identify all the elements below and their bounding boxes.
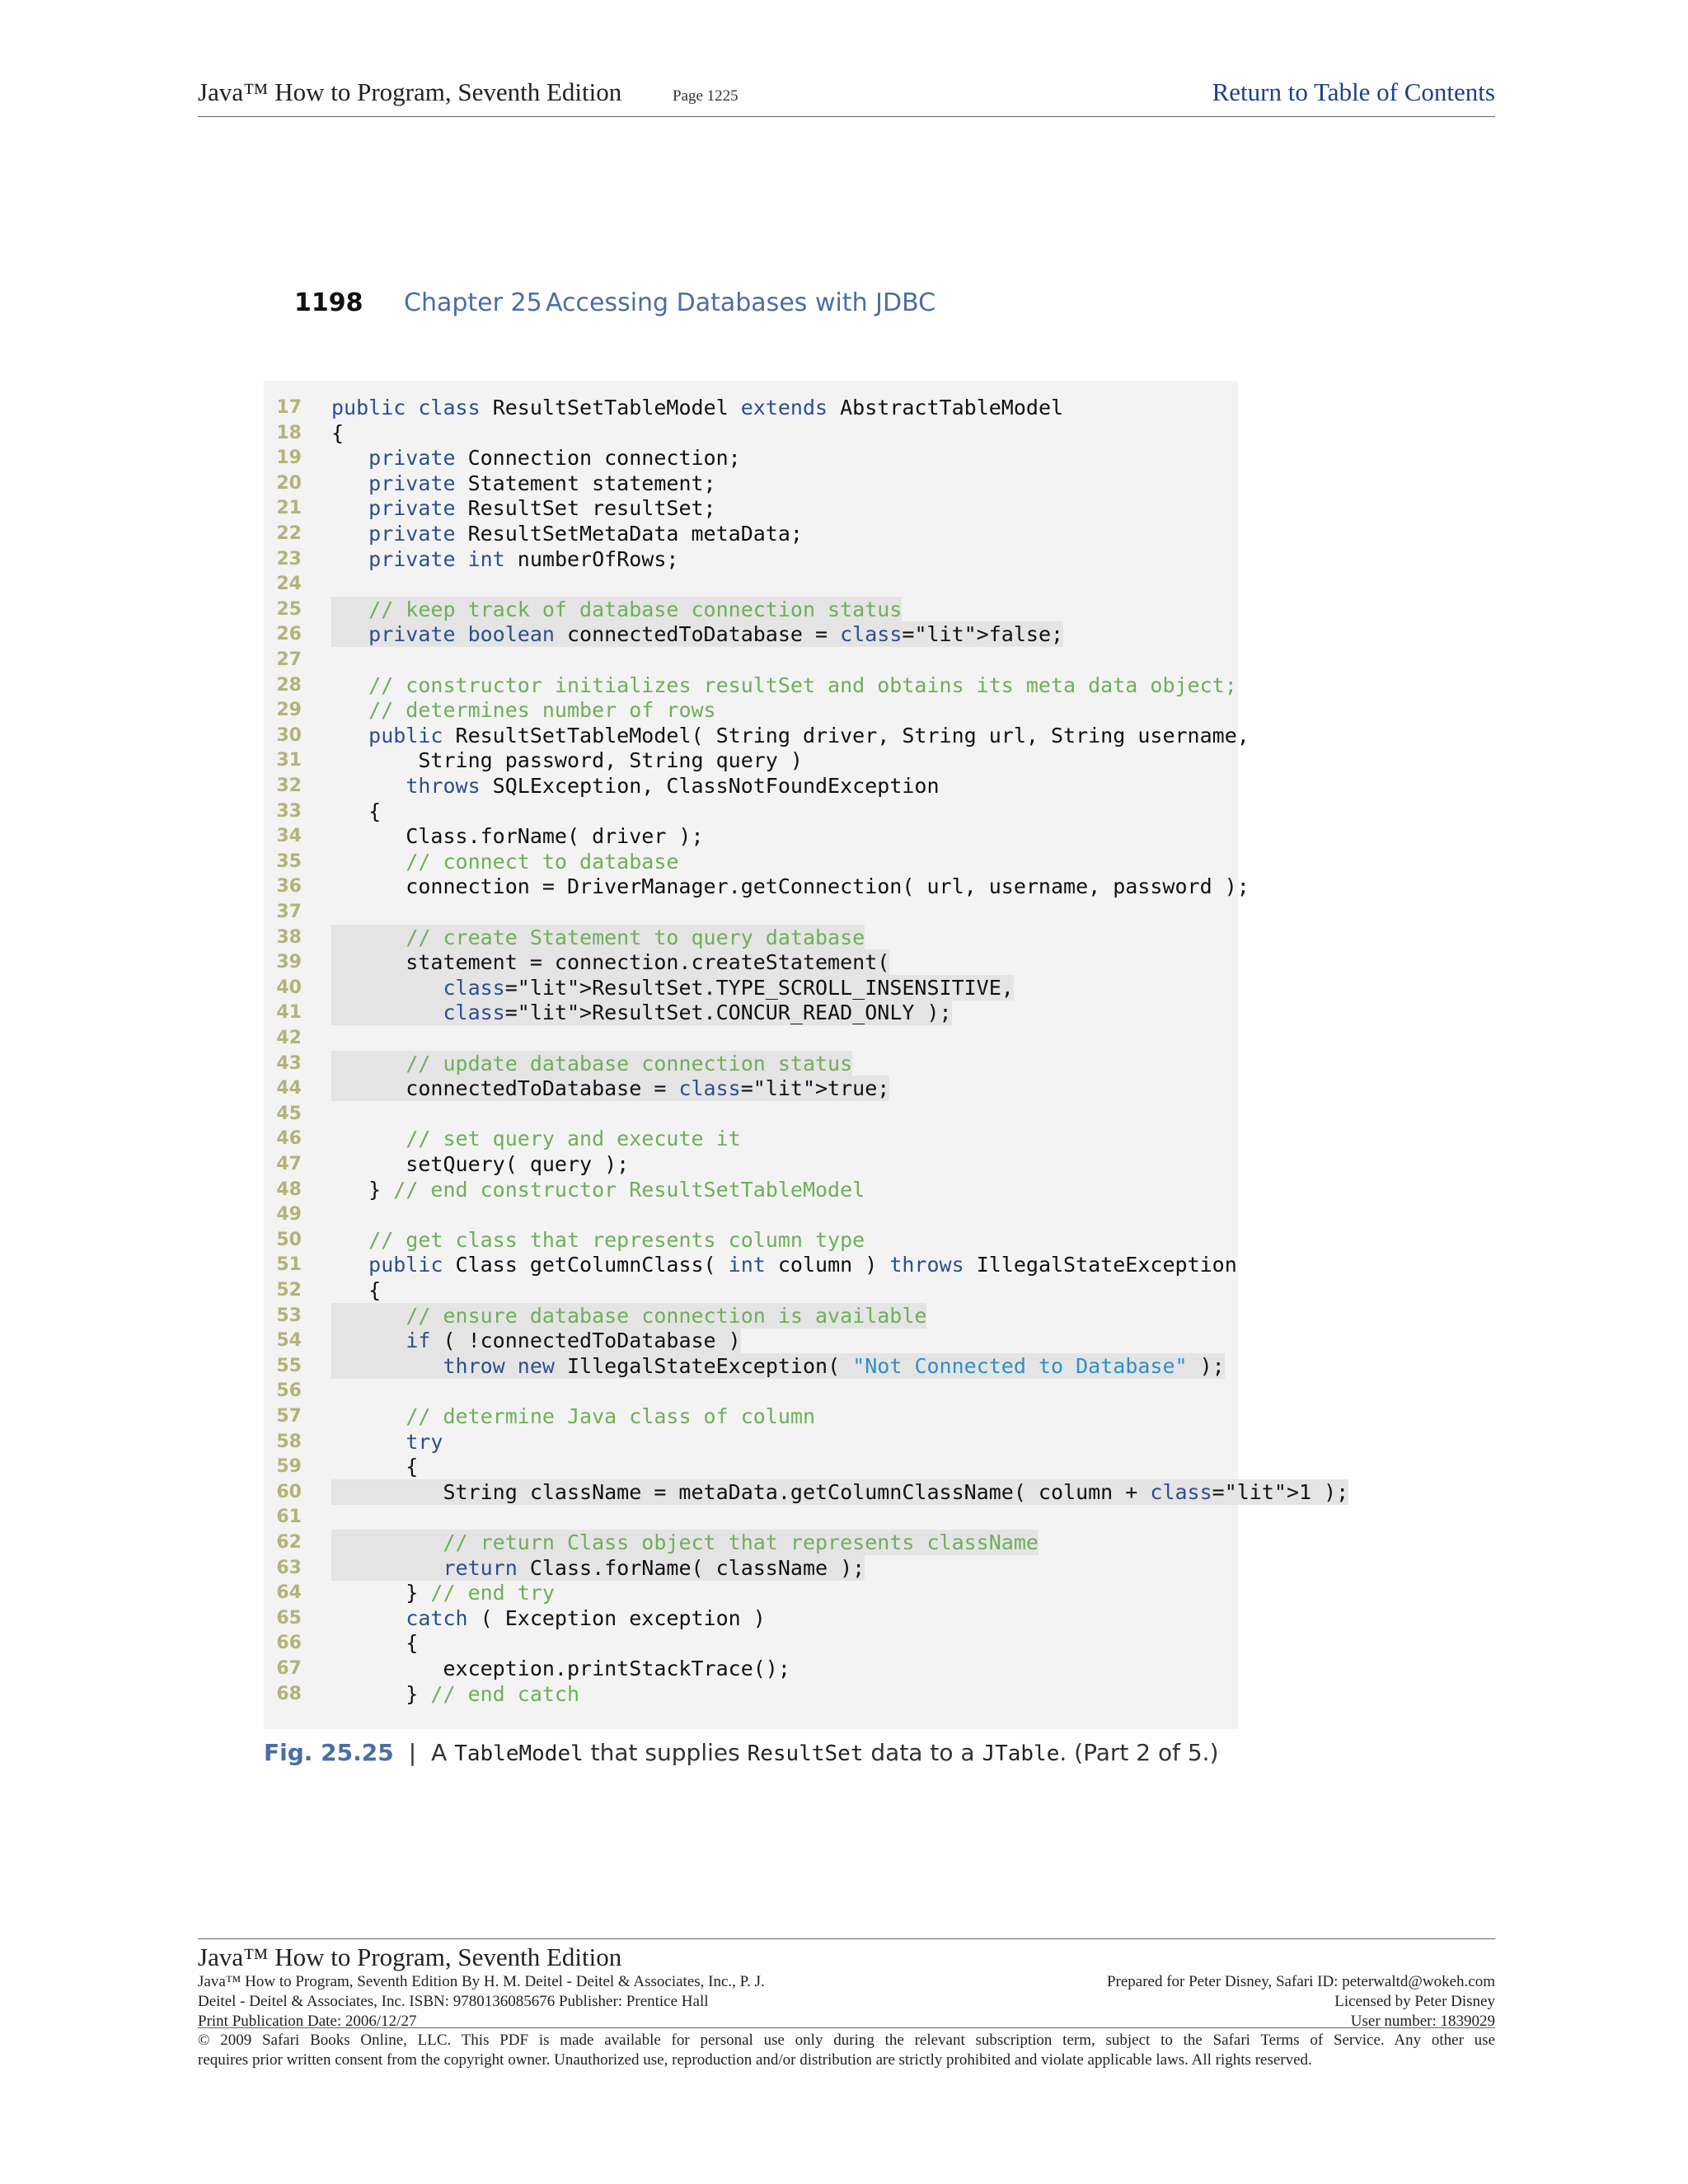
- code-text: class="lit">ResultSet.TYPE_SCROLL_INSENSITIVE,: [331, 975, 1014, 1001]
- line-number: 50: [276, 1229, 302, 1250]
- code-line: [264, 925, 1238, 950]
- line-number: 65: [276, 1607, 302, 1629]
- code-line: [264, 1227, 1238, 1253]
- line-number: 21: [276, 498, 302, 519]
- code-line: [264, 471, 1238, 496]
- code-text: // return Class object that represents className: [331, 1530, 1039, 1555]
- code-line: [264, 1555, 1238, 1581]
- line-number: 52: [276, 1280, 302, 1301]
- copyright-notice: requires prior written consent from the copyright owner. Unauthorized use, reproduction and/or distribution are strictly prohibited and violate applicable laws. All rights reserved.: [198, 2051, 1312, 2069]
- code-text: public class ResultSetTableModel extends AbstractTableModel: [331, 396, 1064, 419]
- code-text: {: [331, 420, 345, 445]
- chapter-label: Chapter 25: [404, 288, 542, 317]
- code-line: [264, 748, 1238, 773]
- line-number: 51: [276, 1254, 302, 1276]
- line-number: 43: [276, 1052, 302, 1074]
- code-line: [264, 1025, 1238, 1051]
- line-number: 47: [276, 1154, 302, 1174]
- code-text: } // end constructor ResultSetTableModel: [331, 1177, 865, 1202]
- code-line: [264, 673, 1238, 698]
- code-text: class="lit">ResultSet.CONCUR_READ_ONLY );: [331, 1000, 952, 1025]
- code-line: [264, 521, 1238, 546]
- page-indicator: Page 1225: [673, 87, 738, 105]
- line-number: 55: [276, 1355, 302, 1376]
- line-number: 49: [276, 1204, 302, 1226]
- code-text: Class.forName( driver );: [331, 824, 704, 849]
- code-text: } // end try: [331, 1581, 555, 1605]
- line-number: 38: [276, 926, 302, 948]
- line-number: 45: [276, 1103, 302, 1124]
- code-text: statement = connection.createStatement(: [331, 950, 890, 975]
- line-number: 48: [276, 1179, 302, 1200]
- code-text: {: [331, 1631, 419, 1656]
- code-line: [264, 1504, 1238, 1530]
- code-line: [264, 949, 1238, 975]
- chapter-title: Accessing Databases with JDBC: [546, 288, 936, 317]
- code-text: // ensure database connection is available: [331, 1303, 926, 1329]
- code-text: private ResultSetMetaData metaData;: [368, 522, 803, 546]
- line-number: 56: [276, 1380, 302, 1402]
- code-line: [264, 647, 1238, 673]
- code-line: [264, 1177, 1238, 1202]
- line-number: 42: [276, 1028, 302, 1048]
- code-line: [264, 1000, 1238, 1025]
- line-number: 35: [276, 851, 302, 872]
- line-number: 17: [276, 397, 302, 418]
- code-text: if ( !connectedToDatabase ): [331, 1328, 741, 1353]
- code-listing: [264, 381, 1349, 1729]
- code-line: [264, 1479, 1349, 1505]
- line-number: 18: [276, 422, 302, 443]
- code-line: [264, 546, 1238, 572]
- line-number: 46: [276, 1128, 302, 1150]
- code-line: [264, 1656, 1238, 1681]
- footer-licensed-by: Licensed by Peter Disney: [1334, 1993, 1495, 2010]
- code-text: String className = metaData.getColumnClassName( column + class="lit">1 );: [331, 1479, 1349, 1504]
- code-line: [264, 1454, 1238, 1479]
- copyright-notice: © 2009 Safari Books Online, LLC. This PDF is made available for personal use only during the relevant subscription term, subject to the Safari Terms of Service. Any other use: [198, 2032, 1495, 2049]
- code-line: [264, 823, 1238, 849]
- footer-divider: [198, 2027, 1495, 2028]
- code-text: private Statement statement;: [368, 471, 716, 495]
- code-text: {: [331, 799, 382, 823]
- code-text: throw new IllegalStateException( "Not Connected to Database" );: [331, 1353, 1225, 1379]
- code-line: [264, 1429, 1238, 1455]
- caption-text: A: [431, 1739, 448, 1766]
- code-line: [264, 899, 1238, 925]
- code-line: [264, 874, 1250, 899]
- code-line: [264, 1051, 1238, 1076]
- document-title: Java™ How to Program, Seventh Edition: [198, 77, 622, 106]
- code-text: setQuery( query );: [331, 1152, 630, 1176]
- code-line: [264, 1404, 1238, 1429]
- code-line: [264, 1202, 1238, 1227]
- code-text: // create Statement to query database: [331, 925, 865, 950]
- caption-text: that supplies: [590, 1739, 740, 1766]
- code-text: {: [331, 1278, 382, 1302]
- code-text: // constructor initializes resultSet and obtains its meta data object;: [368, 673, 1237, 697]
- code-text: // set query and execute it: [406, 1127, 741, 1151]
- line-number: 33: [276, 800, 302, 822]
- code-text: private boolean connectedToDatabase = class="lit">false;: [331, 621, 1063, 647]
- line-number: 31: [276, 750, 302, 771]
- line-number: 60: [276, 1481, 302, 1502]
- code-text: // keep track of database connection status: [331, 597, 902, 622]
- caption-separator: |: [408, 1739, 417, 1766]
- code-line: [264, 395, 1238, 420]
- code-text: private int numberOfRows;: [368, 546, 679, 571]
- code-text: // determines number of rows: [368, 698, 716, 723]
- code-line: [264, 1353, 1238, 1379]
- code-text: // get class that represents column type: [368, 1227, 865, 1252]
- code-line: [264, 1101, 1238, 1127]
- footer-title: Java™ How to Program, Seventh Edition: [198, 1943, 622, 1971]
- line-number: 37: [276, 902, 302, 922]
- code-line: [264, 1303, 1238, 1329]
- footer-user-number: User number: 1839029: [1350, 2013, 1495, 2030]
- line-number: 44: [276, 1078, 302, 1099]
- line-number: 29: [276, 700, 302, 721]
- caption-text: data to a: [870, 1739, 975, 1766]
- code-line: [264, 1151, 1238, 1177]
- line-number: 68: [276, 1683, 302, 1704]
- caption-code-term: TableModel: [454, 1741, 584, 1766]
- footer-isbn-info: Deitel - Deitel & Associates, Inc. ISBN: 9780136085676 Publisher: Prentice Hall: [198, 1993, 709, 2010]
- code-text: String password, String query ): [331, 748, 803, 773]
- code-line: [264, 773, 1238, 799]
- code-text: // determine Java class of column: [406, 1404, 816, 1428]
- code-text: // update database connection status: [331, 1051, 852, 1076]
- line-number: 26: [276, 624, 302, 645]
- code-line: [264, 1252, 1238, 1277]
- line-number: 66: [276, 1633, 302, 1654]
- line-number: 20: [276, 472, 302, 494]
- code-line: [264, 1378, 1238, 1404]
- line-number: 27: [276, 649, 302, 670]
- caption-code-term: JTable: [982, 1741, 1060, 1766]
- line-number: 41: [276, 1002, 302, 1024]
- line-number: 32: [276, 776, 302, 796]
- code-line: [264, 1126, 1238, 1151]
- code-line: [264, 849, 1238, 874]
- footer-prepared-for: Prepared for Peter Disney, Safari ID: peterwaltd@wokeh.com: [1106, 1973, 1495, 1990]
- code-line: [264, 420, 1238, 446]
- code-line: [264, 1328, 1238, 1353]
- line-number: 62: [276, 1532, 302, 1553]
- code-line: [264, 723, 1250, 748]
- line-number: 53: [276, 1305, 302, 1326]
- header-divider: [198, 116, 1495, 117]
- code-line: [264, 697, 1238, 723]
- code-line: [264, 445, 1238, 471]
- code-line: [264, 597, 1238, 622]
- book-page-number: 1198: [294, 288, 363, 317]
- code-text: private ResultSet resultSet;: [368, 496, 716, 521]
- code-text: catch ( Exception exception ): [406, 1605, 766, 1630]
- figure-label: Fig. 25.25: [264, 1739, 394, 1766]
- line-number: 25: [276, 598, 302, 620]
- code-line: [264, 571, 1238, 597]
- code-text: private Connection connection;: [368, 446, 741, 471]
- footer-divider: [198, 1938, 1495, 1939]
- code-line: [264, 1277, 1238, 1303]
- line-number: 63: [276, 1557, 302, 1578]
- line-number: 58: [276, 1431, 302, 1452]
- figure-caption: [264, 1739, 1219, 1766]
- line-number: 23: [276, 548, 302, 569]
- line-number: 30: [276, 724, 302, 746]
- line-number: 57: [276, 1406, 302, 1427]
- code-line: [264, 975, 1238, 1001]
- line-number: 22: [276, 523, 302, 544]
- code-text: {: [331, 1455, 419, 1479]
- code-text: exception.printStackTrace();: [331, 1657, 790, 1680]
- footer-book-info: Java™ How to Program, Seventh Edition By H. M. Deitel - Deitel & Associates, Inc., P. J.: [198, 1973, 765, 1990]
- line-number: 64: [276, 1582, 302, 1604]
- line-number: 39: [276, 952, 302, 973]
- code-line: [264, 1681, 1238, 1707]
- code-line: [264, 1530, 1238, 1555]
- code-line: [264, 799, 1238, 824]
- code-text: try: [406, 1429, 443, 1454]
- return-to-toc-link[interactable]: Return to Table of Contents: [1212, 77, 1495, 106]
- code-line: [264, 1605, 1238, 1631]
- code-text: connectedToDatabase = class="lit">true;: [331, 1076, 890, 1101]
- code-line: [264, 1076, 1238, 1101]
- line-number: 61: [276, 1507, 302, 1528]
- code-line: [264, 1630, 1238, 1656]
- code-text: public ResultSetTableModel( String driver, String url, String username,: [368, 723, 1250, 748]
- caption-text: . (Part 2 of 5.): [1059, 1739, 1219, 1766]
- code-text: // connect to database: [406, 849, 679, 874]
- code-text: return Class.forName( className );: [331, 1555, 865, 1581]
- code-line: [264, 1580, 1238, 1605]
- line-number: 24: [276, 574, 302, 595]
- code-text: } // end catch: [331, 1681, 580, 1706]
- code-text: connection = DriverManager.getConnection( url, username, password );: [331, 874, 1250, 899]
- caption-code-term: ResultSet: [747, 1741, 864, 1766]
- line-number: 36: [276, 876, 302, 898]
- line-number: 54: [276, 1330, 302, 1352]
- line-number: 67: [276, 1658, 302, 1679]
- line-number: 59: [276, 1456, 302, 1478]
- code-line: [264, 621, 1238, 647]
- code-text: throws SQLException, ClassNotFoundException: [406, 774, 940, 798]
- code-text: public Class getColumnClass( int column ) throws IllegalStateException: [368, 1253, 1237, 1277]
- line-number: 40: [276, 977, 302, 998]
- line-number: 34: [276, 826, 302, 847]
- line-number: 28: [276, 674, 302, 696]
- code-line: [264, 495, 1238, 521]
- line-number: 19: [276, 448, 302, 469]
- footer-publication-date: Print Publication Date: 2006/12/27: [198, 2013, 417, 2030]
